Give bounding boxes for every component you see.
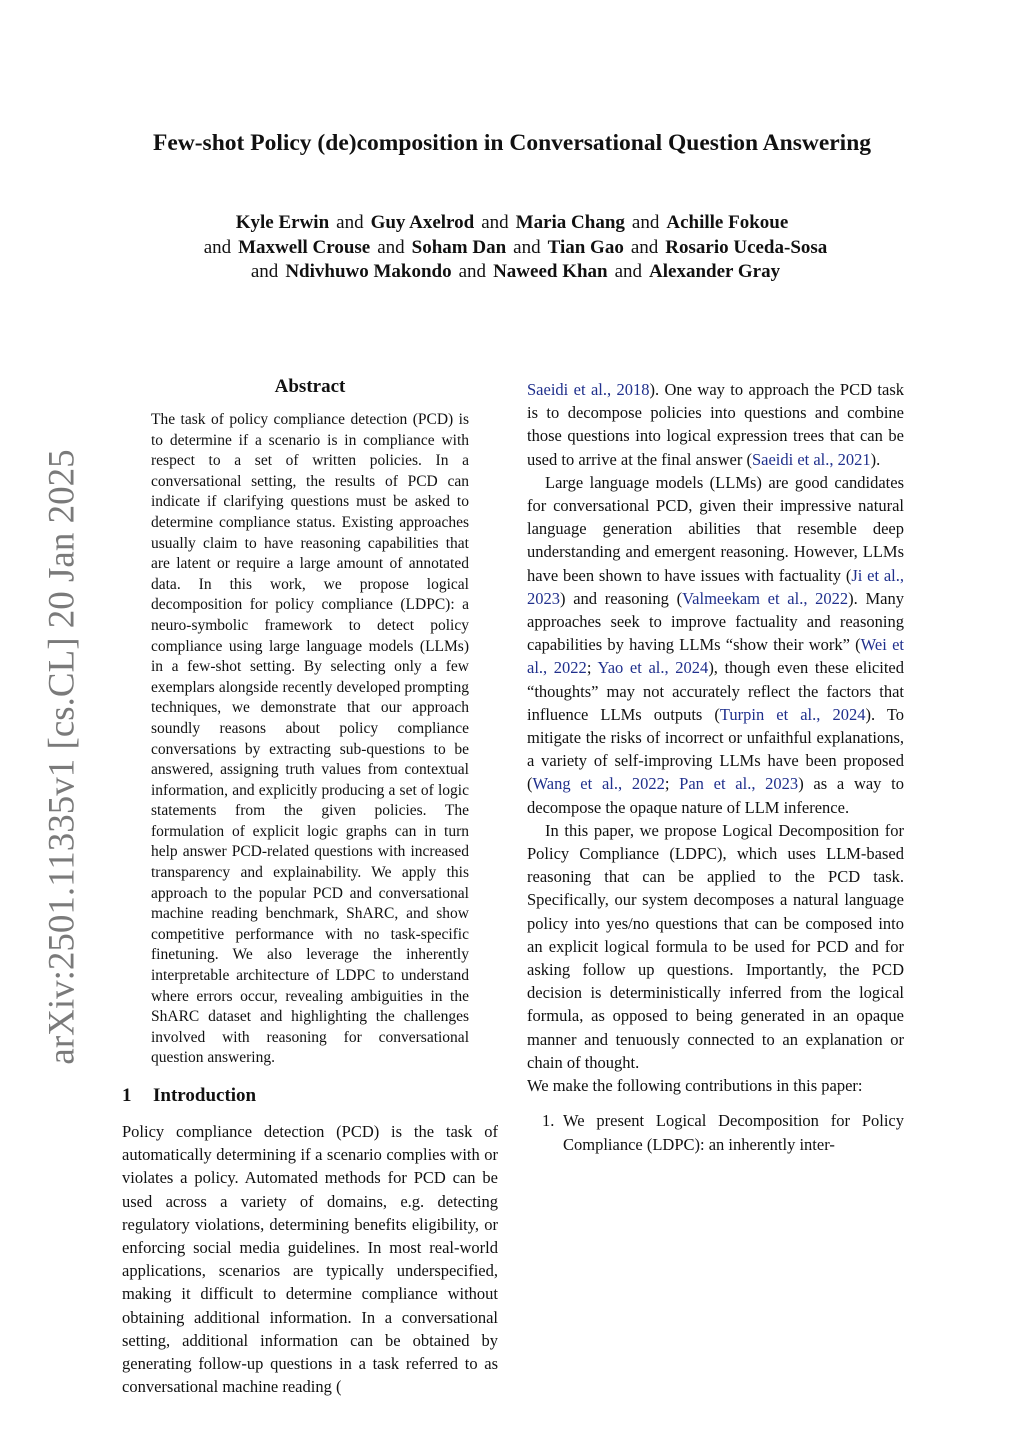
author-separator: and (614, 261, 643, 282)
author-separator: and (481, 212, 509, 233)
intro-text: Policy compliance detection (PCD) is the task of automatically determining if a scenario complies with or violates a policy. Automated methods for PCD can be used across a variety of domains, e.g. detecting regulatory violations, determining benefits eligibility, or enforcing social media guidelines. In most real-world applications, scenarios are typically underspecified, making it difficult to determine compliance without obtaining additional information. In a conversational setting, additional information can be obtained by generating follow-up questions in a task referred to as conversational machine reading ( (122, 1122, 498, 1397)
author-name: Achille Fokoue (666, 212, 789, 233)
intro-paragraph-4: We make the following contributions in this paper: (527, 1076, 863, 1096)
intro-text: ), though even these elicited “thoughts” may not accurately reflect the factors that influence LLMs outputs ( (527, 658, 904, 724)
section-number: 1 (122, 1085, 132, 1106)
author-separator: and (631, 212, 660, 233)
right-column (527, 378, 904, 1156)
author-line-3 (0, 260, 1024, 285)
abstract-heading: Abstract (274, 376, 346, 397)
citation-link[interactable]: Ji et al., 2023 (527, 565, 904, 608)
author-separator: and (377, 236, 405, 258)
contributions-list (527, 1109, 904, 1155)
author-name: Maxwell Crouse (238, 236, 371, 258)
author-name: Kyle Erwin (235, 212, 330, 233)
intro-text: ; (586, 658, 598, 678)
citation-link[interactable]: Valmeekam et al., 2022 (682, 588, 849, 608)
abstract-text: The task of policy compliance detection (PCD) is to determine if a scenario is in compliance with respect to a set of written policies. In a conversational setting, the results of PCD can indicate if clarifying questions must be asked to determine compliance status. Existing approaches usually claim to have reasoning capabilities that are latent or require a large amount of annotated data. In this work, we propose logical decomposition for policy compliance (LDPC): a neuro-symbolic framework to detect policy compliance using large language models (LLMs) in a few-shot setting. By selecting only a few exemplars alongside recently developed prompting techniques, we demonstrate that our approach soundly reasons about policy compliance conversations by extracting sub-questions to be answered, assigning truth values from contextual information, and explicitly producing a set of logic statements from the given policies. The formulation of explicit logic graphs can in turn help answer PCD-related questions with increased transparency and explainability. We apply this approach to the popular PCD and conversational machine reading benchmark, ShARC, and show competitive performance with no task-specific finetuning. We also leverage the inherently interpretable architecture of LDPC to understand where errors occur, revealing ambiguities in the ShARC dataset and highlighting the challenges involved with reasoning for conversational question answering. (151, 411, 469, 1067)
author-separator: and (458, 261, 487, 282)
author-name: Naweed Khan (493, 261, 608, 282)
author-name: Rosario Uceda-Sosa (665, 236, 828, 258)
list-item (527, 1109, 904, 1155)
section-heading-introduction (122, 1085, 498, 1107)
section-title: Introduction (153, 1085, 257, 1106)
intro-text: ) as a way to decompose the opaque nature of LLM inference. (527, 774, 904, 817)
author-line-2 (0, 236, 1024, 261)
intro-text: ; (664, 774, 680, 794)
list-item-text: We present Logical Decomposition for Policy Compliance (LDPC): an inherently inter- (563, 1111, 904, 1154)
intro-text: ). Many approaches seek to improve factuality and reasoning capabilities by having LLMs “show their work” ( (527, 588, 904, 655)
author-separator: and (630, 236, 659, 258)
citation-link[interactable]: Saeidi et al., 2021 (751, 449, 871, 469)
intro-paragraph-1 (122, 1120, 498, 1398)
author-name: Maria Chang (515, 212, 625, 233)
arxiv-stamp-text: arXiv:2501.11335v1 [cs.CL] 20 Jan 2025 (41, 449, 83, 1065)
author-separator: and (203, 236, 232, 258)
author-separator: and (336, 212, 364, 233)
author-name: Soham Dan (411, 236, 507, 258)
author-name: Tian Gao (547, 236, 624, 258)
author-name: Alexander Gray (649, 261, 781, 282)
left-column (122, 376, 498, 1398)
citation-link[interactable]: Saeidi et al., 2018 (527, 380, 650, 399)
intro-text: Large language models (LLMs) are good candidates for conversational PCD, given their impressive natural language generation abilities that resemble deep understanding and emergent reasoning. However, LLMs have been shown to have issues with factuality ( (527, 472, 904, 585)
intro-text: ). (870, 449, 881, 469)
author-line-1 (0, 211, 1024, 236)
author-list (0, 211, 1024, 285)
intro-paragraph-3: In this paper, we propose Logical Decomposition for Policy Compliance (LDPC), which uses LLM-based reasoning that can be applied to the PCD task. Specifically, our system decomposes a natural language policy into yes/no questions that can be composed into an explicit logical formula to be used for PCD and for asking follow up questions. Importantly, the PCD decision is deterministically inferred from the logical formula, as opposed to being generated in an opaque manner and tenuously connected to an explanation or chain of thought. (527, 820, 904, 1072)
author-separator: and (513, 236, 541, 258)
citation-link[interactable]: Wei et al., 2022 (527, 635, 904, 678)
citation-link[interactable]: Pan et al., 2023 (679, 774, 799, 794)
intro-text: ). One way to approach the PCD task is to decompose policies into questions and combine those questions into logical expression trees that can be used to arrive at the final answer ( (527, 380, 904, 469)
author-name: Guy Axelrod (370, 212, 475, 233)
citation-link[interactable]: Yao et al., 2024 (597, 658, 709, 678)
author-separator: and (250, 261, 279, 282)
citation-link[interactable]: Turpin et al., 2024 (719, 704, 866, 724)
paper-title: Few-shot Policy (de)composition in Conversational Question Answering (152, 130, 872, 156)
author-name: Ndivhuwo Makondo (285, 261, 452, 282)
list-marker: 1. (542, 1111, 555, 1131)
intro-text: ) and reasoning ( (560, 588, 683, 608)
citation-link[interactable]: Wang et al., 2022 (532, 774, 665, 794)
intro-text: ). To mitigate the risks of incorrect or unfaithful explanations, a variety of self-improving LLMs have been proposed ( (527, 704, 905, 794)
intro-paragraph-1-continued (527, 378, 904, 471)
intro-paragraph-2 (527, 471, 904, 819)
